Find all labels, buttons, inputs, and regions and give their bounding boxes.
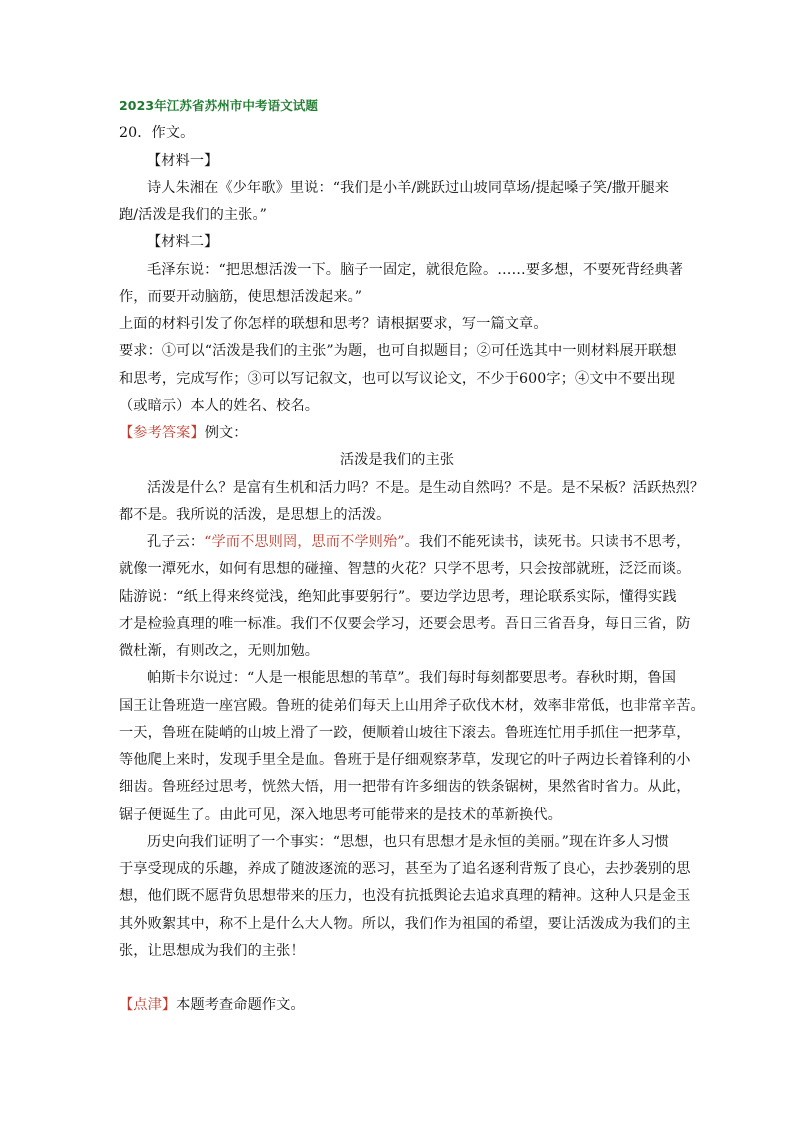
exam-title: 2023年江苏省苏州市中考语文试题 — [119, 98, 318, 113]
comment-line — [119, 993, 679, 1017]
material1-text-line2: 跑/活泼是我们的主张。” — [119, 207, 268, 223]
requirements-line1: 要求：①可以“活泼是我们的主张”为题，也可自拟题目；②可任选其中一则材料展开联想 — [119, 343, 677, 359]
essay-p3-line5: 细齿。鲁班经过思考，恍然大悟，用一把带有许多细齿的铁条锯树，果然省时省力。从此， — [119, 779, 691, 795]
essay-p2-line1-rest: 。我们不能死读书，读死书。只读书不思考， — [404, 534, 691, 550]
question-number: 20．作文。 — [119, 125, 195, 141]
essay-p2-intro: 孔子云： — [147, 534, 205, 550]
essay-p4-line2: 于享受现成的乐趣，养成了随波逐流的恶习，甚至为了追名逐利背叛了良心，去抄袭别的思 — [119, 861, 691, 877]
essay-p3-line1: 帕斯卡尔说过：“人是一根能思想的苇草”。我们每时每刻都要思考。春秋时期，鲁国 — [147, 670, 677, 686]
essay-p2-line1 — [147, 530, 691, 554]
essay-p2-line3: 陆游说：“纸上得来终觉浅，绝知此事要躬行”。要边学边思考，理论联系实际，懂得实践 — [119, 589, 677, 605]
comment-label: 【点津】 — [119, 997, 177, 1013]
essay-p3-line6: 锯子便诞生了。由此可见，深入地思考可能带来的是技术的革新换代。 — [119, 807, 562, 823]
essay-p4-line3: 想，他们既不愿背负思想带来的压力，也没有抗抵舆论去追求真理的精神。这种人只是金玉 — [119, 888, 691, 904]
essay-p2-line5: 微杜渐，有则改之，无则加勉。 — [119, 643, 320, 659]
answer-label: 【参考答案】 — [119, 425, 205, 441]
comment-text: 本题考查命题作文。 — [176, 997, 305, 1013]
essay-p3-line3: 一天，鲁班在陡峭的山坡上滑了一跤，便顺着山坡往下滚去。鲁班连忙用手抓住一把茅草， — [119, 725, 691, 741]
requirements-line2: 和思考，完成写作；③可以写记叙文，也可以写议论文，不少于600字；④文中不要出现 — [119, 371, 676, 387]
essay-p3-line4: 等他爬上来时，发现手里全是血。鲁班于是仔细观察茅草，发现它的叶子两边长着锋利的小 — [119, 752, 691, 768]
requirements-line3: （或暗示）本人的姓名、校名。 — [119, 398, 320, 414]
essay-title: 活泼是我们的主张 — [339, 452, 455, 468]
writing-prompt: 上面的材料引发了你怎样的联想和思考？请根据要求，写一篇文章。 — [119, 316, 548, 332]
essay-p1-line1: 活泼是什么？是富有生机和活力吗？不是。是生动自然吗？不是。是不呆板？活跃热烈？ — [147, 480, 705, 496]
answer-label-suffix: 例文： — [204, 425, 248, 441]
answer-heading — [119, 421, 679, 445]
essay-p3-line2: 国王让鲁班造一座宫殿。鲁班的徒弟们每天上山用斧子砍伐木材，效率非常低，也非常辛苦。 — [119, 698, 705, 714]
material1-label: 【材料一】 — [147, 153, 219, 169]
material2-text-line1: 毛泽东说：“把思想活泼一下。脑子一固定，就很危险。……要多想，不要死背经典著 — [147, 262, 683, 278]
essay-p4-line5: 张，让思想成为我们的主张！ — [119, 943, 305, 959]
material2-text-line2: 作，而要开动脑筋，使思想活泼起来。” — [119, 289, 363, 305]
essay-p2-line4: 才是检验真理的唯一标准。我们不仅要会学习，还要会思考。吾日三省吾身，每日三省，防 — [119, 616, 691, 632]
essay-p1-line2: 都不是。我所说的活泼，是思想上的活泼。 — [119, 507, 391, 523]
material1-text-line1: 诗人朱湘在《少年歌》里说：“我们是小羊/跳跃过山坡同草场/提起嗓子笑/撒开腿来 — [147, 180, 670, 196]
essay-p4-line1: 历史向我们证明了一个事实：“思想，也只有思想才是永恒的美丽。”现在许多人习惯 — [147, 834, 669, 850]
material2-label: 【材料二】 — [147, 234, 219, 250]
essay-p2-line2: 就像一潭死水，如何有思想的碰撞、智慧的火花？只学不思考，只会按部就班，泛泛而谈。 — [119, 561, 691, 577]
essay-p4-line4: 其外败絮其中，称不上是什么大人物。所以，我们作为祖国的希望，要让活泼成为我们的主 — [119, 916, 691, 932]
confucius-quote: “学而不思则罔，思而不学则殆” — [204, 534, 405, 550]
